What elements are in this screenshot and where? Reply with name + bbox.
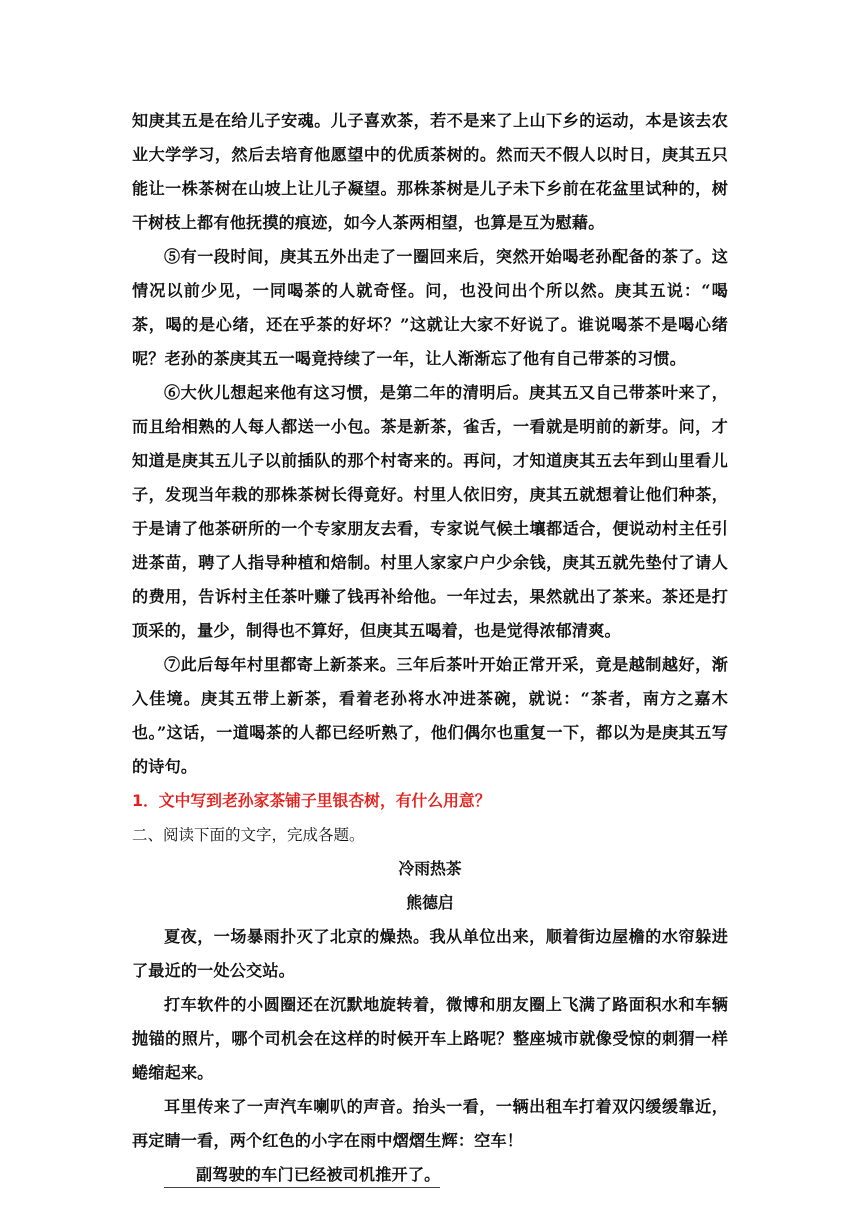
story-author: 熊德启 xyxy=(406,893,454,912)
story-paragraph-4 xyxy=(132,1158,728,1192)
section-heading: 二、阅读下面的文字，完成各题。 xyxy=(132,826,365,844)
question-1: 1．文中写到老孙家茶铺子里银杏树，有什么用意？ xyxy=(132,791,491,810)
story-paragraph-2: 打车软件的小圆圈还在沉默地旋转着，微博和朋友圈上飞满了路面积水和车辆抛锚的照片，哪个司机会在这样的时候开车上路呢？整座城市就像受惊的刺猬一样蜷缩起来。 xyxy=(132,995,728,1082)
paragraph-5: ⑤有一段时间，庚其五外出走了一圈回来后，突然开始喝老孙配备的茶了。这情况以前少见，一同喝茶的人就奇怪。问，也没问出个所以然。庚其五说：“喝茶，喝的是心绪，还在乎茶的好坏？”这就让大家不好说了。谁说喝茶不是喝心绪呢？老孙的茶庚其五一喝竟持续了一年，让人渐渐忘了他有自己带茶的习惯。 xyxy=(132,247,728,368)
story-paragraph-3: 耳里传来了一声汽车喇叭的声音。抬头一看，一辆出租车打着双闪缓缓靠近，再定睛一看，两个红色的小字在雨中熠熠生辉：空车！ xyxy=(132,1097,728,1150)
story-title: 冷雨热茶 xyxy=(398,859,462,878)
story-paragraph-4-text: 副驾驶的车门已经被司机推开了。 xyxy=(164,1163,440,1188)
paragraph-7: ⑦此后每年村里都寄上新茶来。三年后茶叶开始正常开采，竟是越制越好，渐入佳境。庚其五带上新茶，看着老孙将水冲进茶碗，就说：“茶者，南方之嘉木也。”这话，一道喝茶的人都已经听熟了，他们偶尔也重复一下，都以为是庚其五写的诗句。 xyxy=(132,655,728,776)
story-paragraph-1: 夏夜，一场暴雨扑灭了北京的燥热。我从单位出来，顺着街边屋檐的水帘躲进了最近的一处公交站。 xyxy=(132,927,728,980)
document-body xyxy=(132,104,728,1192)
paragraph-6: ⑥大伙儿想起来他有这习惯，是第二年的清明后。庚其五又自己带茶叶来了，而且给相熟的人每人都送一小包。茶是新茶，雀舌，一看就是明前的新芽。问，才知道是庚其五儿子以前插队的那个村寄来的。再问，才知道庚其五去年到山里看儿子，发现当年栽的那株茶树长得竟好。村里人依旧穷，庚其五就想着让他们种茶，于是请了他茶研所的一个专家朋友去看，专家说气候土壤都适合，便说动村主任引进茶苗，聘了人指导种植和焙制。村里人家家户户少余钱，庚其五就先垫付了请人的费用，告诉村主任茶叶赚了钱再补给他。一年过去，果然就出了茶来。茶还是打顶采的，量少，制得也不算好，但庚其五喝着，也是觉得浓郁清爽。 xyxy=(132,383,728,640)
paragraph-continued: 知庚其五是在给儿子安魂。儿子喜欢茶，若不是来了上山下乡的运动，本是该去农业大学学习，然后去培育他愿望中的优质茶树的。然而天不假人以时日，庚其五只能让一株茶树在山坡上让儿子凝望。那株茶树是儿子未下乡前在花盆里试种的，树干树枝上都有他抚摸的痕迹，如今人茶两相望，也算是互为慰藉。 xyxy=(132,111,728,232)
